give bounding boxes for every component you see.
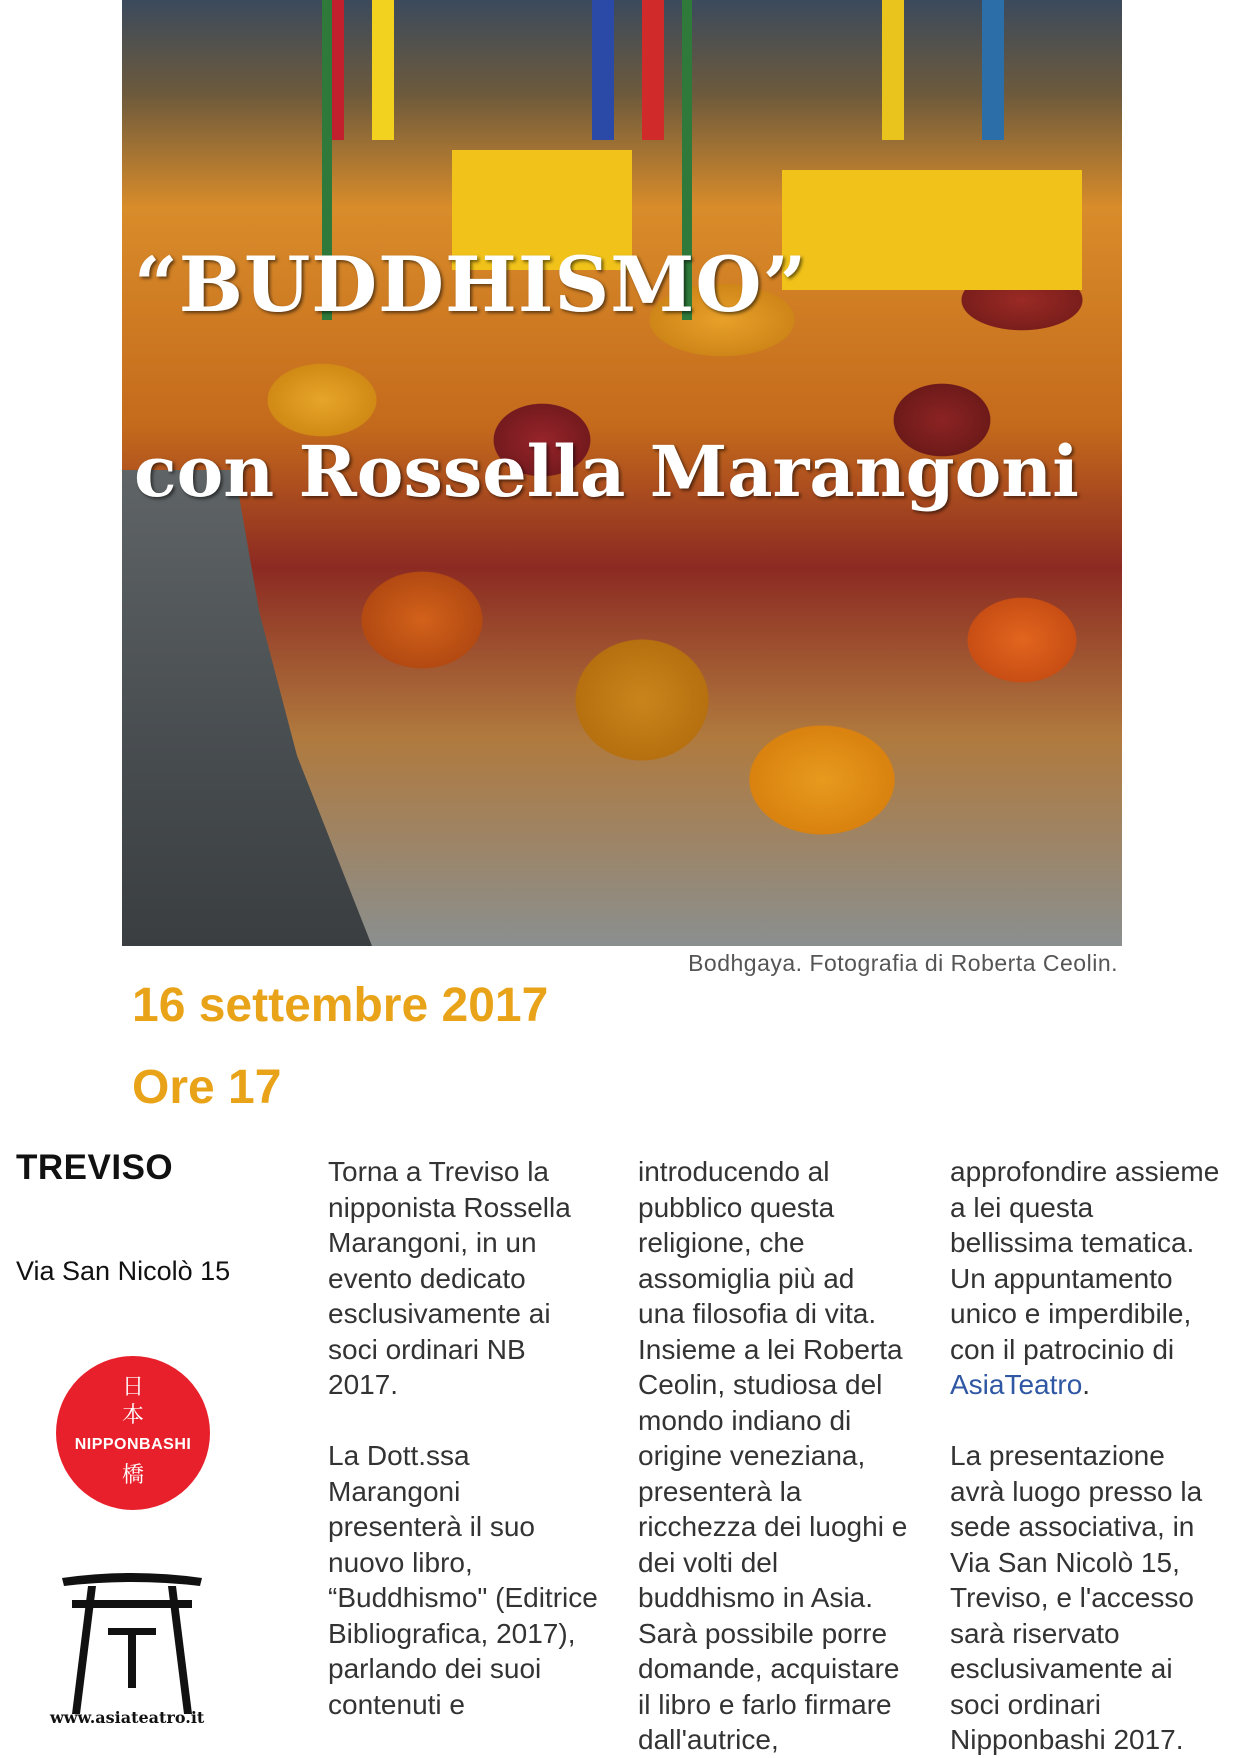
prayer-flag — [882, 0, 904, 140]
logo-text: NIPPONBASHI — [74, 1436, 192, 1453]
body-paragraph: Torna a Treviso la nipponista Rossella Marangoni, in un evento dedicato esclusivamente ai soci ordinari NB 2017. — [328, 1156, 571, 1400]
stupa-stone — [122, 470, 372, 946]
altar-table — [782, 170, 1082, 290]
asiateatro-link[interactable]: AsiaTeatro — [950, 1369, 1083, 1400]
body-text: approfondire assieme a lei questa bellissima tematica. Un appuntamento unico e imperdibile, con il patrocinio di — [950, 1156, 1220, 1365]
nipponbashi-logo — [56, 1356, 210, 1510]
prayer-flag — [372, 0, 394, 140]
body-text: . — [1082, 1369, 1091, 1400]
body-paragraph: La Dott.ssa Marangoni presenterà il suo nuovo libro, “Buddhismo" (Editrice Bibliografica, 2017), parlando dei suoi contenuti e — [328, 1440, 598, 1720]
prayer-flag — [592, 0, 614, 140]
event-date: 16 settembre 2017 — [132, 979, 549, 1032]
photo-title-line2: con Rossella Marangoni — [134, 430, 1079, 513]
prayer-flag — [982, 0, 1004, 140]
photo-title-line1: “BUDDHISMO” — [134, 240, 808, 329]
event-city: TREVISO — [16, 1148, 174, 1187]
prayer-flag — [642, 0, 664, 140]
logo-kanji: 日 — [121, 1375, 144, 1400]
body-paragraph: introducendo al pubblico questa religione, che assomiglia più ad una filosofia di vita. Insieme a lei Roberta Ceolin, studiosa del mondo indiano di origine veneziana, presenterà la ricchezza dei luoghi e dei volti del buddhismo in Asia. Sarà possibile porre domande, acquistare il libro e farlo firmare dall'autrice, — [638, 1156, 908, 1755]
body-paragraph: La presentazione avrà luogo presso la sede associativa, in Via San Nicolò 15, Treviso, e l'accesso sarà riservato esclusivamente ai soci ordinari Nipponbashi 2017. — [950, 1440, 1203, 1755]
photo-caption: Bodhgaya. Fotografia di Roberta Ceolin. — [688, 950, 1118, 976]
body-column-2 — [638, 1154, 908, 1758]
asiateatro-torii-logo-icon — [52, 1566, 212, 1726]
event-address: Via San Nicolò 15 — [16, 1256, 231, 1286]
body-column-1 — [328, 1154, 598, 1722]
asiateatro-url: www.asiateatro.it — [50, 1708, 205, 1727]
event-photo — [122, 0, 1122, 946]
body-paragraph — [950, 1154, 1220, 1403]
event-time: Ore 17 — [132, 1061, 282, 1114]
logo-kanji: 本 — [121, 1403, 144, 1428]
logo-kanji: 橋 — [121, 1463, 144, 1488]
body-column-3 — [950, 1154, 1220, 1758]
